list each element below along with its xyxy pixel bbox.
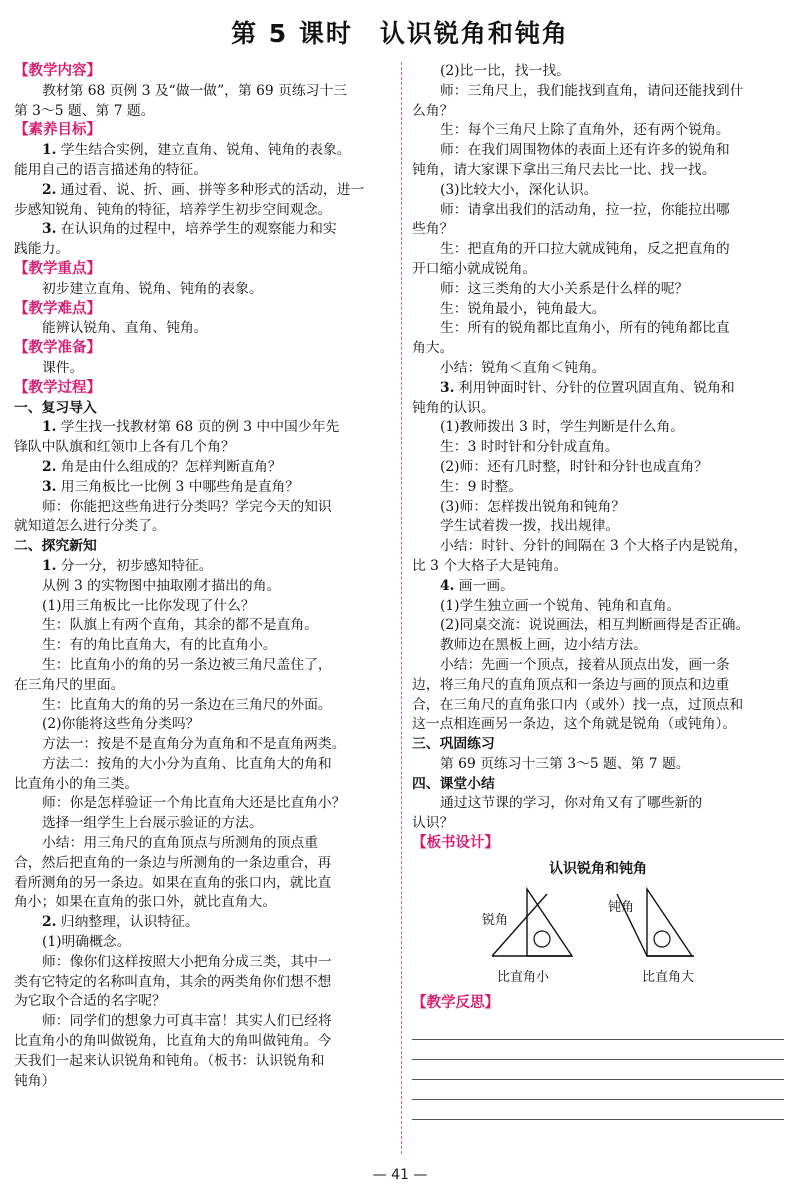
line-text: 生：所有的锐角都比直角小，所有的钝角都比直: [440, 320, 730, 337]
line-text: 生：3 时时针和分针成直角。: [440, 439, 619, 456]
text-line: [412, 458, 784, 478]
text-line: [14, 794, 392, 814]
line-text: 方法二：按角的大小分为直角、比直角大的角和: [42, 755, 332, 772]
line-text: 生：比直角大的角的另一条边在三角尺的外面。: [42, 696, 332, 713]
text-line: [412, 82, 784, 102]
text-line: [14, 656, 392, 676]
line-text: 从例 3 的实物图中抽取刚才描出的角。: [42, 577, 281, 594]
text-line: [412, 300, 784, 320]
right-column-text: [412, 62, 784, 854]
text-line: [14, 418, 392, 438]
line-text: 角小；如果在直角的张口外，就比直角大。: [14, 894, 277, 911]
line-text: 合，然后把直角的一条边与所测角的一条边重合，再: [14, 854, 332, 871]
text-line: [14, 953, 392, 973]
item-number: 3.: [440, 379, 455, 396]
line-text: 生：有的角比直角大，有的比直角小。: [42, 637, 277, 654]
subsection-heading: [412, 735, 784, 755]
text-line: [412, 359, 784, 379]
text-line: [14, 834, 392, 854]
line-text: 分一分，初步感知特征。: [56, 557, 213, 574]
line-text: 学生试着拨一拨，找出规律。: [440, 518, 620, 535]
text-line: [412, 517, 784, 537]
line-text: (3)师：怎样拨出锐角和钝角？: [440, 498, 626, 515]
text-line: [412, 794, 784, 814]
text-line: [14, 636, 392, 656]
obtuse-label: 钝角: [608, 899, 635, 915]
item-number: 2.: [42, 458, 57, 475]
line-text: 么角？: [412, 102, 454, 119]
line-text: 通过这节课的学习，你对角又有了哪些新的: [440, 795, 703, 812]
text-line: [412, 319, 784, 339]
text-line: [412, 339, 784, 359]
text-line: [14, 893, 392, 913]
reflection-line: [412, 1100, 784, 1120]
line-text: 在认识角的过程中，培养学生的观察能力和实: [56, 221, 337, 238]
line-text: 四、课堂小结: [412, 775, 495, 792]
line-text: 合，在三角尺的直角张口内（或外）找一点，过顶点和: [412, 696, 744, 713]
line-text: 小结：时针、分针的间隔在 3 个大格子内是锐角，: [440, 538, 748, 555]
text-line: [412, 181, 784, 201]
text-line: [14, 1012, 392, 1032]
line-text: 归纳整理，认识特征。: [56, 914, 199, 931]
text-line: [14, 280, 392, 300]
line-text: 【教学难点】: [14, 300, 101, 317]
text-line: [14, 854, 392, 874]
line-text: 比 3 个大格子大是钝角。: [412, 557, 568, 574]
text-line: [14, 696, 392, 716]
text-line: [14, 201, 392, 221]
page-number: — 41 —: [372, 1167, 428, 1183]
triangle-ruler-right: [647, 889, 692, 956]
reflection-line: [412, 1020, 784, 1040]
text-line: [14, 1052, 392, 1072]
reflection-line: [412, 1060, 784, 1080]
text-line: [14, 775, 392, 795]
reflection-heading: 【教学反思】: [412, 994, 499, 1011]
line-text: (2)同桌交流：说说画法，相互判断画得是否正确。: [440, 617, 750, 634]
text-line: [14, 992, 392, 1012]
item-number: 2.: [42, 181, 57, 198]
item-number: 4.: [440, 577, 455, 594]
line-text: 师：请拿出我们的活动角，拉一拉，你能拉出哪: [440, 201, 730, 218]
line-text: 边，将三角尺的直角顶点和一条边与画的顶点和边重: [412, 676, 730, 693]
text-line: [14, 973, 392, 993]
board-title: 认识锐角和钝角: [549, 860, 647, 877]
subsection-heading: [14, 537, 392, 557]
text-line: [412, 597, 784, 617]
text-line: [14, 141, 392, 161]
text-line: [14, 814, 392, 834]
line-text: 生：把直角的开口拉大就成钝角，反之把直角的: [440, 241, 730, 258]
line-text: 【教学过程】: [14, 379, 101, 396]
line-text: 【板书设计】: [412, 835, 499, 852]
line-text: 师：同学们的想象力可真丰富！其实人们已经将: [42, 1013, 332, 1030]
text-line: [14, 597, 392, 617]
line-text: 钝角）: [14, 1072, 56, 1089]
item-number: 3.: [42, 478, 57, 495]
page-title: 第 5 课时 认识锐角和钝角: [231, 19, 569, 48]
text-line: [412, 755, 784, 775]
line-text: 【教学准备】: [14, 340, 101, 357]
right-column: [412, 62, 784, 1120]
text-line: [412, 577, 784, 597]
line-text: (1)用三角板比一比你发现了什么？: [42, 597, 255, 614]
line-text: 在三角尺的里面。: [14, 676, 125, 693]
line-text: 生：每个三角尺上除了直角外，还有两个锐角。: [440, 122, 730, 139]
line-text: 师：在我们周围物体的表面上还有许多的锐角和: [440, 142, 730, 159]
ruler-hole-right: [654, 931, 670, 947]
text-line: [14, 359, 392, 379]
section-heading: [14, 379, 392, 399]
line-text: 些角？: [412, 221, 454, 238]
line-text: 三、巩固练习: [412, 736, 495, 753]
text-line: [14, 715, 392, 735]
board-design: [412, 854, 784, 994]
text-line: [412, 616, 784, 636]
line-text: 教材第 68 页例 3 及“做一做”，第 69 页练习十三: [42, 82, 348, 99]
section-heading: [14, 62, 392, 82]
subsection-heading: [412, 775, 784, 795]
line-text: 通过看、说、折、画、拼等多种形式的活动，进一: [56, 181, 365, 198]
line-text: 比直角小的角叫做锐角，比直角大的角叫做钝角。今: [14, 1033, 332, 1050]
subsection-heading: [14, 399, 392, 419]
text-line: [14, 319, 392, 339]
text-line: [412, 715, 784, 735]
line-text: 比直角小的角三类。: [14, 775, 139, 792]
line-text: 钝角，请大家课下拿出三角尺去比一比、找一找。: [412, 161, 716, 178]
line-text: 步感知锐角、钝角的特征，培养学生初步空间观念。: [14, 201, 332, 218]
text-line: [14, 557, 392, 577]
line-text: 看所测角的另一条边。如果在直角的张口内，就比直: [14, 874, 332, 891]
item-number: 1.: [42, 142, 57, 159]
text-line: [412, 537, 784, 557]
text-line: [14, 240, 392, 260]
acute-label: 锐角: [482, 912, 509, 928]
text-line: [412, 141, 784, 161]
text-line: [412, 676, 784, 696]
text-line: [14, 913, 392, 933]
line-text: 课件。: [42, 359, 84, 376]
line-text: 【素养目标】: [14, 122, 101, 139]
text-line: [412, 102, 784, 122]
item-number: 1.: [42, 557, 57, 574]
line-text: 为它取个合适的名字呢？: [14, 993, 166, 1010]
section-heading: [14, 300, 392, 320]
text-line: [14, 478, 392, 498]
line-text: (2)你能将这些角分类吗？: [42, 716, 200, 733]
line-text: 类有它特定的名称叫直角，其余的两类角你们想不想: [14, 973, 332, 990]
text-line: [14, 1072, 392, 1092]
item-number: 3.: [42, 221, 57, 238]
text-line: [412, 260, 784, 280]
section-heading: [14, 121, 392, 141]
left-column: [14, 62, 392, 1091]
line-text: 能用自己的语言描述角的特征。: [14, 161, 208, 178]
line-text: 学生结合实例，建立直角、锐角、钝角的表象。: [56, 142, 351, 159]
text-line: [412, 399, 784, 419]
caption-larger-than-right: 比直角大: [642, 969, 695, 985]
text-line: [412, 498, 784, 518]
text-line: [412, 418, 784, 438]
text-line: [14, 616, 392, 636]
text-line: [14, 735, 392, 755]
text-line: [14, 1032, 392, 1052]
caption-smaller-than-right: 比直角小: [497, 969, 550, 985]
line-text: 小结：先画一个顶点，接着从顶点出发，画一条: [440, 656, 730, 673]
line-text: 生：锐角最小，钝角最大。: [440, 300, 606, 317]
text-line: [14, 458, 392, 478]
reflection-lines: [412, 1020, 784, 1120]
text-line: [412, 220, 784, 240]
text-line: [14, 102, 392, 122]
ruler-hole-left: [534, 931, 550, 947]
column-divider: [401, 62, 402, 1154]
line-text: 天我们一起来认识锐角和钝角。（板书：认识锐角和: [14, 1052, 325, 1069]
line-text: (1)学生独立画一个锐角、钝角和直角。: [440, 597, 681, 614]
text-line: [412, 696, 784, 716]
line-text: 第 69 页练习十三第 3～5 题、第 7 题。: [440, 755, 690, 772]
text-line: [14, 438, 392, 458]
line-text: 方法一：按是不是直角分为直角和不是直角两类。: [42, 736, 346, 753]
line-text: 小结：用三角尺的直角顶点与所测角的顶点重: [42, 835, 318, 852]
section-heading: [412, 834, 784, 854]
line-text: 认识？: [412, 815, 454, 832]
text-line: [14, 577, 392, 597]
line-text: 就知道怎么进行分类了。: [14, 518, 166, 535]
text-line: [412, 557, 784, 577]
line-text: 师：你能把这些角进行分类吗？学完今天的知识: [42, 498, 332, 515]
line-text: 角大。: [412, 340, 454, 357]
line-text: 锋队中队旗和红领巾上各有几个角？: [14, 439, 235, 456]
line-text: 生：队旗上有两个直角，其余的都不是直角。: [42, 617, 318, 634]
line-text: 生：比直角小的角的另一条边被三角尺盖住了，: [42, 656, 332, 673]
section-heading: [14, 339, 392, 359]
text-line: [412, 240, 784, 260]
line-text: (2)师：还有几时整，时针和分针也成直角？: [440, 458, 708, 475]
text-line: [14, 517, 392, 537]
line-text: 二、探究新知: [14, 538, 97, 555]
reflection-line: [412, 1080, 784, 1100]
line-text: 能辨认锐角、直角、钝角。: [42, 320, 208, 337]
text-line: [14, 82, 392, 102]
text-line: [412, 201, 784, 221]
text-line: [14, 676, 392, 696]
line-text: 【教学内容】: [14, 63, 101, 79]
text-line: [412, 379, 784, 399]
line-text: 开口缩小就成锐角。: [412, 260, 537, 277]
line-text: 用三角板比一比例 3 中哪些角是直角？: [56, 478, 300, 495]
text-line: [14, 874, 392, 894]
text-line: [412, 161, 784, 181]
line-text: 选择一组学生上台展示验证的方法。: [42, 815, 263, 832]
line-text: 利用钟面时针、分针的位置巩固直角、锐角和: [454, 379, 735, 396]
line-text: 师：像你们这样按照大小把角分成三类，其中一: [42, 953, 332, 970]
line-text: 师：这三类角的大小关系是什么样的呢？: [440, 280, 689, 297]
line-text: 这一点相连画另一条边，这个角就是锐角（或钝角）。: [412, 716, 737, 733]
line-text: 钝角的认识。: [412, 399, 495, 416]
text-line: [412, 121, 784, 141]
line-text: 践能力。: [14, 241, 70, 258]
text-line: [14, 161, 392, 181]
line-text: (2)比一比，找一找。: [440, 63, 570, 79]
text-line: [412, 656, 784, 676]
text-line: [412, 636, 784, 656]
line-text: 师：三角尺上，我们能找到直角，请问还能找到什: [440, 82, 744, 99]
line-text: 第 3～5 题、第 7 题。: [14, 102, 155, 119]
board-figure: [412, 854, 784, 994]
line-text: 生：9 时整。: [440, 478, 523, 495]
line-text: (3)比较大小，深化认识。: [440, 181, 598, 198]
text-line: [412, 814, 784, 834]
line-text: (1)明确概念。: [42, 934, 131, 951]
section-heading: [14, 260, 392, 280]
reflection-line: [412, 1040, 784, 1060]
text-line: [14, 181, 392, 201]
text-line: [14, 498, 392, 518]
line-text: 角是由什么组成的？怎样判断直角？: [56, 458, 282, 475]
text-line: [14, 933, 392, 953]
line-text: (1)教师拨出 3 时，学生判断是什么角。: [440, 419, 685, 436]
item-number: 1.: [42, 419, 57, 436]
line-text: 教师边在黑板上画，边小结方法。: [440, 637, 647, 654]
item-number: 2.: [42, 914, 57, 931]
line-text: 【教学重点】: [14, 260, 101, 277]
line-text: 画一画。: [454, 577, 514, 594]
line-text: 师：你是怎样验证一个角比直角大还是比直角小？: [42, 795, 346, 812]
text-line: [412, 62, 784, 82]
text-line: [14, 755, 392, 775]
line-text: 小结：锐角＜直角＜钝角。: [440, 359, 606, 376]
line-text: 初步建立直角、锐角、钝角的表象。: [42, 280, 263, 297]
text-line: [14, 220, 392, 240]
text-line: [412, 438, 784, 458]
triangle-ruler-left: [527, 889, 572, 956]
line-text: 学生找一找教材第 68 页的例 3 中中国少年先: [56, 419, 340, 436]
text-line: [412, 478, 784, 498]
line-text: 一、复习导入: [14, 399, 97, 416]
text-line: [412, 280, 784, 300]
